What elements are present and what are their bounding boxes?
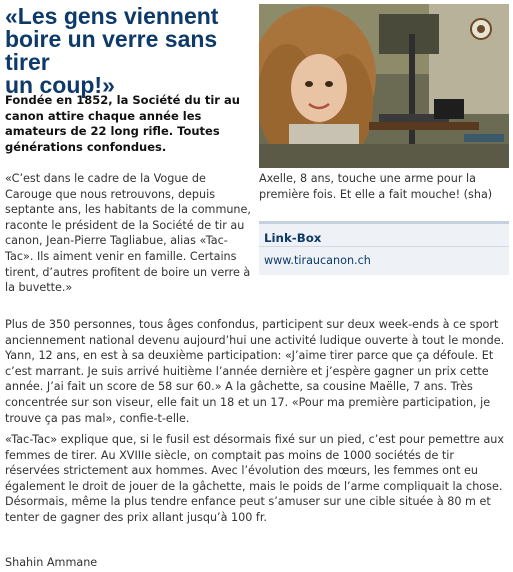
headline-line: un coup!» <box>5 72 115 98</box>
external-link[interactable]: www.tiraucanon.ch <box>264 254 371 267</box>
article-photo <box>259 4 509 168</box>
article-paragraph-3: «Tac-Tac» explique que, si le fusil est désormais fixé sur un pied, c’est pour pemettre aux femmes de tirer. Au XVIIIe siècle, on comptait pas moins de 1000 sociétés de tir réservées strictement aux hommes. Avec l’évolution des mœurs, les femmes ont eu également le droit de jouer de la gâchette, mais le poids de l’arme compliquait la chose. Désormais, même la plus tendre enfance peut s’amuser sur une cible située à 80 m et tenter de gagner des prix allant jusqu’à 100 fr. <box>5 433 505 524</box>
article-author: Shahin Ammane <box>5 556 98 569</box>
headline-line: boire un verre sans tirer <box>5 26 218 75</box>
article-paragraph-1: «C’est dans le cadre de la Vogue de Carouge que nous retrouvons, depuis septante ans, les habitants de la commune, raconte le président de la Société de tir au canon, Jean-Pierre Tagliabue, alias «Tac-Tac». Ils aiment venir en famille. Certains tirent, d’autres profitent de boire un verre à la buvette.» <box>5 172 251 295</box>
article-paragraph-2: Plus de 350 personnes, tous âges confondus, participent sur deux week-ends à ce sport anciennement national devenu aujourd’hui une activité ludique ouverte à tout le monde. Yann, 12 ans, en est à sa deuxième participation: «J’aime tirer parce que ça défoule. Et c’est marrant. Je suis arrivé huitième l’année dernière et j’espère gagner un prix cette année. J’ai fait un score de 58 sur 60.» A la gâchette, sa cousine Maëlle, 7 ans. Très concentrée sur son viseur, elle fait un 18 et un 17. «Pour ma première participation, je trouve ça pas mal», confie-t-elle. <box>5 318 505 425</box>
article-headline <box>5 5 255 97</box>
photo-caption: Axelle, 8 ans, touche une arme pour la première fois. Et elle a fait mouche! (sha) <box>259 172 493 201</box>
link-box <box>259 221 509 275</box>
link-box-title: Link-Box <box>259 221 509 246</box>
headline-line: «Les gens viennent <box>5 3 219 29</box>
article-lead: Fondée en 1852, la Société du tir au canon attire chaque année les amateurs de 22 long rifle. Toutes générations confondues. <box>5 93 240 154</box>
link-box-divider <box>259 246 509 247</box>
